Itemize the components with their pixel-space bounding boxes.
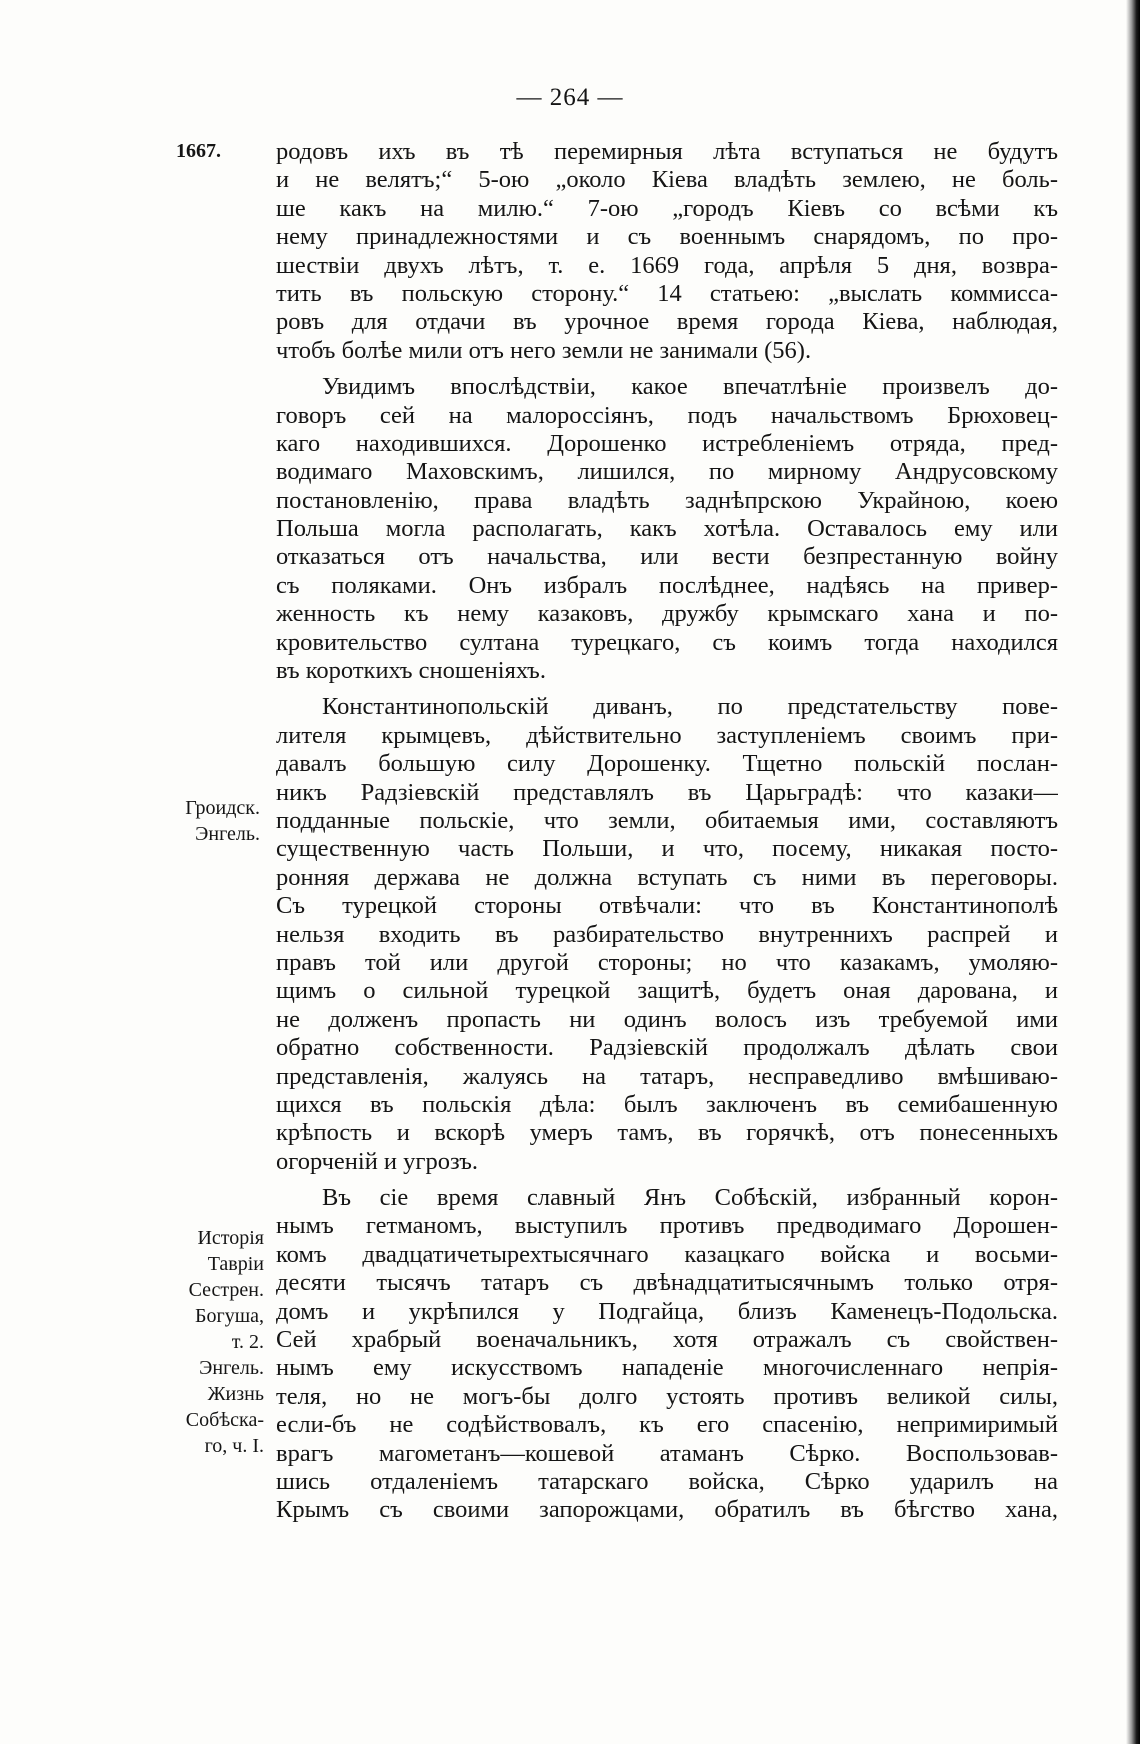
text-line: нему принадлежностями и съ военнымъ снарядомъ, по про- bbox=[276, 223, 1058, 251]
text-line: нельзя входить въ разбирательство внутреннихъ распрей и bbox=[276, 920, 1058, 948]
text-line: шись отдаленіемъ татарскаго войска, Сѣрко ударилъ на bbox=[276, 1467, 1058, 1495]
year-margin-note: 1667. bbox=[176, 140, 221, 162]
margin-note-sources-2 bbox=[170, 1225, 264, 1459]
margin-note-line: Энгель. bbox=[199, 1357, 264, 1379]
text-line: нымъ гетманомъ, выступилъ противъ предводимаго Дорошен- bbox=[276, 1212, 1058, 1240]
text-line: Въ сіе время славный Янъ Собѣскій, избранный корон- bbox=[322, 1184, 1058, 1212]
text-line: давалъ большую силу Дорошенку. Тщетно польскій послан- bbox=[276, 750, 1058, 778]
margin-note-line: Собѣска- bbox=[185, 1409, 264, 1431]
text-line: съ поляками. Онъ избралъ послѣднее, надѣясь на привер- bbox=[276, 571, 1058, 599]
paragraph-constantinople-divan bbox=[276, 693, 1058, 1176]
text-line: щихся въ польскія дѣла: былъ заключенъ въ семибашенную bbox=[276, 1090, 1058, 1118]
text-line: подданные польскіе, что земли, обитаемыя ими, составляютъ bbox=[276, 806, 1058, 834]
text-line: щимъ о сильной турецкой защитѣ, будетъ оная дарована, и bbox=[276, 977, 1058, 1005]
text-line: существенную часть Польши, и что, посему, никакая посто- bbox=[276, 835, 1058, 863]
text-line: чтобъ болѣе мили отъ него земли не занимали (56). bbox=[276, 336, 812, 364]
text-line: тить въ польскую сторону.“ 14 статьею: „выслать коммисса- bbox=[276, 279, 1058, 307]
margin-note-line: Энгель. bbox=[195, 823, 260, 845]
text-line: нымъ ему искусствомъ нападеніе многочисленнаго непрія- bbox=[276, 1354, 1058, 1382]
text-line: Сей храбрый военачальникъ, хотя отражалъ съ свойствен- bbox=[276, 1326, 1058, 1354]
text-line: постановленію, права владѣть заднѣпрскою Украйною, коею bbox=[276, 486, 1058, 514]
paragraph-sobieski bbox=[276, 1184, 1058, 1525]
paragraph-treaty-articles bbox=[276, 138, 1058, 365]
text-line: отказаться отъ начальства, или вести безпрестанную войну bbox=[276, 543, 1058, 571]
text-line: женность къ нему казаковъ, дружбу крымскаго хана и по- bbox=[276, 600, 1058, 628]
text-line: десяти тысячъ татаръ съ двѣнадцатитысячнымъ только отря- bbox=[276, 1269, 1058, 1297]
text-line: Увидимъ впослѣдствіи, какое впечатлѣніе произвелъ до- bbox=[322, 373, 1058, 401]
page-number: — 264 — bbox=[516, 84, 624, 111]
text-line: каго находившихся. Дорошенко истребленіемъ отряда, пред- bbox=[276, 429, 1058, 457]
text-line: родовъ ихъ въ тѣ перемирныя лѣта вступаться не будутъ bbox=[276, 138, 1058, 165]
text-line: огорченій и угрозъ. bbox=[276, 1147, 479, 1175]
text-line: ше какъ на милю.“ 7-ою „городъ Кіевъ со всѣми къ bbox=[276, 194, 1058, 222]
text-line: крѣпость и вскорѣ умеръ тамъ, въ горячкѣ, отъ понесенныхъ bbox=[276, 1119, 1058, 1147]
margin-note-line: Гроидск. bbox=[185, 797, 260, 819]
text-line: кровительство султана турецкаго, съ коимъ тогда находился bbox=[276, 628, 1058, 656]
text-line: Польша могла располагать, какъ хотѣла. Оставалось ему или bbox=[276, 515, 1058, 543]
text-line: Крымъ съ своими запорожцами, обратилъ въ бѣгство хана, bbox=[276, 1496, 1058, 1524]
margin-note-sources-1 bbox=[166, 795, 260, 847]
text-line: комъ двадцатичетырехтысячнаго казацкаго войска и восьми- bbox=[276, 1240, 1058, 1268]
text-line: врагъ магометанъ—кошевой атаманъ Сѣрко. Воспользовав- bbox=[276, 1439, 1058, 1467]
margin-note-line: Тавріи bbox=[207, 1253, 264, 1275]
text-line: правъ той или другой стороны; но что казакамъ, умоляю- bbox=[276, 948, 1058, 976]
text-line: Константинопольскій диванъ, по предстательству пове- bbox=[322, 693, 1058, 721]
text-line: ровъ для отдачи въ урочное время города Кіева, наблюдая, bbox=[276, 308, 1058, 336]
text-line: водимаго Маховскимъ, лишился, по мирному Андрусовскому bbox=[276, 458, 1058, 486]
text-line: и не велятъ;“ 5-ою „около Кіева владѣть землею, не боль- bbox=[276, 166, 1058, 194]
text-line: не долженъ пропасть ни одинъ волосъ изъ требуемой ими bbox=[276, 1005, 1058, 1033]
paragraph-doroshenko-choice bbox=[276, 373, 1058, 685]
text-line: обратно собственности. Радзіевскій продолжалъ дѣлать свои bbox=[276, 1034, 1058, 1062]
text-line: ронняя держава не должна вступать съ ними въ переговоры. bbox=[276, 863, 1058, 891]
text-line: лителя крымцевъ, дѣйствительно заступленіемъ своимъ при- bbox=[276, 721, 1058, 749]
text-line: представленія, жалуясь на татаръ, несправедливо вмѣшиваю- bbox=[276, 1062, 1058, 1090]
margin-note-line: го, ч. I. bbox=[204, 1435, 264, 1457]
text-line: Съ турецкой стороны отвѣчали: что въ Константинополѣ bbox=[276, 892, 1058, 920]
text-line: теля, но не могъ-бы долго устоять противъ великой силы, bbox=[276, 1382, 1058, 1410]
main-text-column bbox=[276, 138, 1058, 1533]
text-line: если-бъ не содѣйствовалъ, къ его спасенію, непримиримый bbox=[276, 1411, 1058, 1439]
margin-note-line: т. 2. bbox=[231, 1331, 264, 1353]
text-line: никъ Радзіевскій представлялъ въ Царьградѣ: что казаки— bbox=[276, 778, 1058, 806]
margin-note-line: Исторія bbox=[197, 1227, 264, 1249]
text-line: шествіи двухъ лѣтъ, т. е. 1669 года, апрѣля 5 дня, возвра- bbox=[276, 251, 1058, 279]
page-binding-edge bbox=[1126, 0, 1140, 1744]
margin-note-line: Богуша, bbox=[195, 1305, 264, 1327]
text-line: говоръ сей на малороссіянъ, подъ начальствомъ Брюховец- bbox=[276, 401, 1058, 429]
text-line: домъ и укрѣпился у Подгайца, близъ Каменецъ-Подольска. bbox=[276, 1297, 1058, 1325]
margin-note-line: Сестрен. bbox=[188, 1279, 264, 1301]
margin-note-line: Жизнь bbox=[207, 1383, 264, 1405]
text-line: въ короткихъ сношеніяхъ. bbox=[276, 657, 546, 685]
